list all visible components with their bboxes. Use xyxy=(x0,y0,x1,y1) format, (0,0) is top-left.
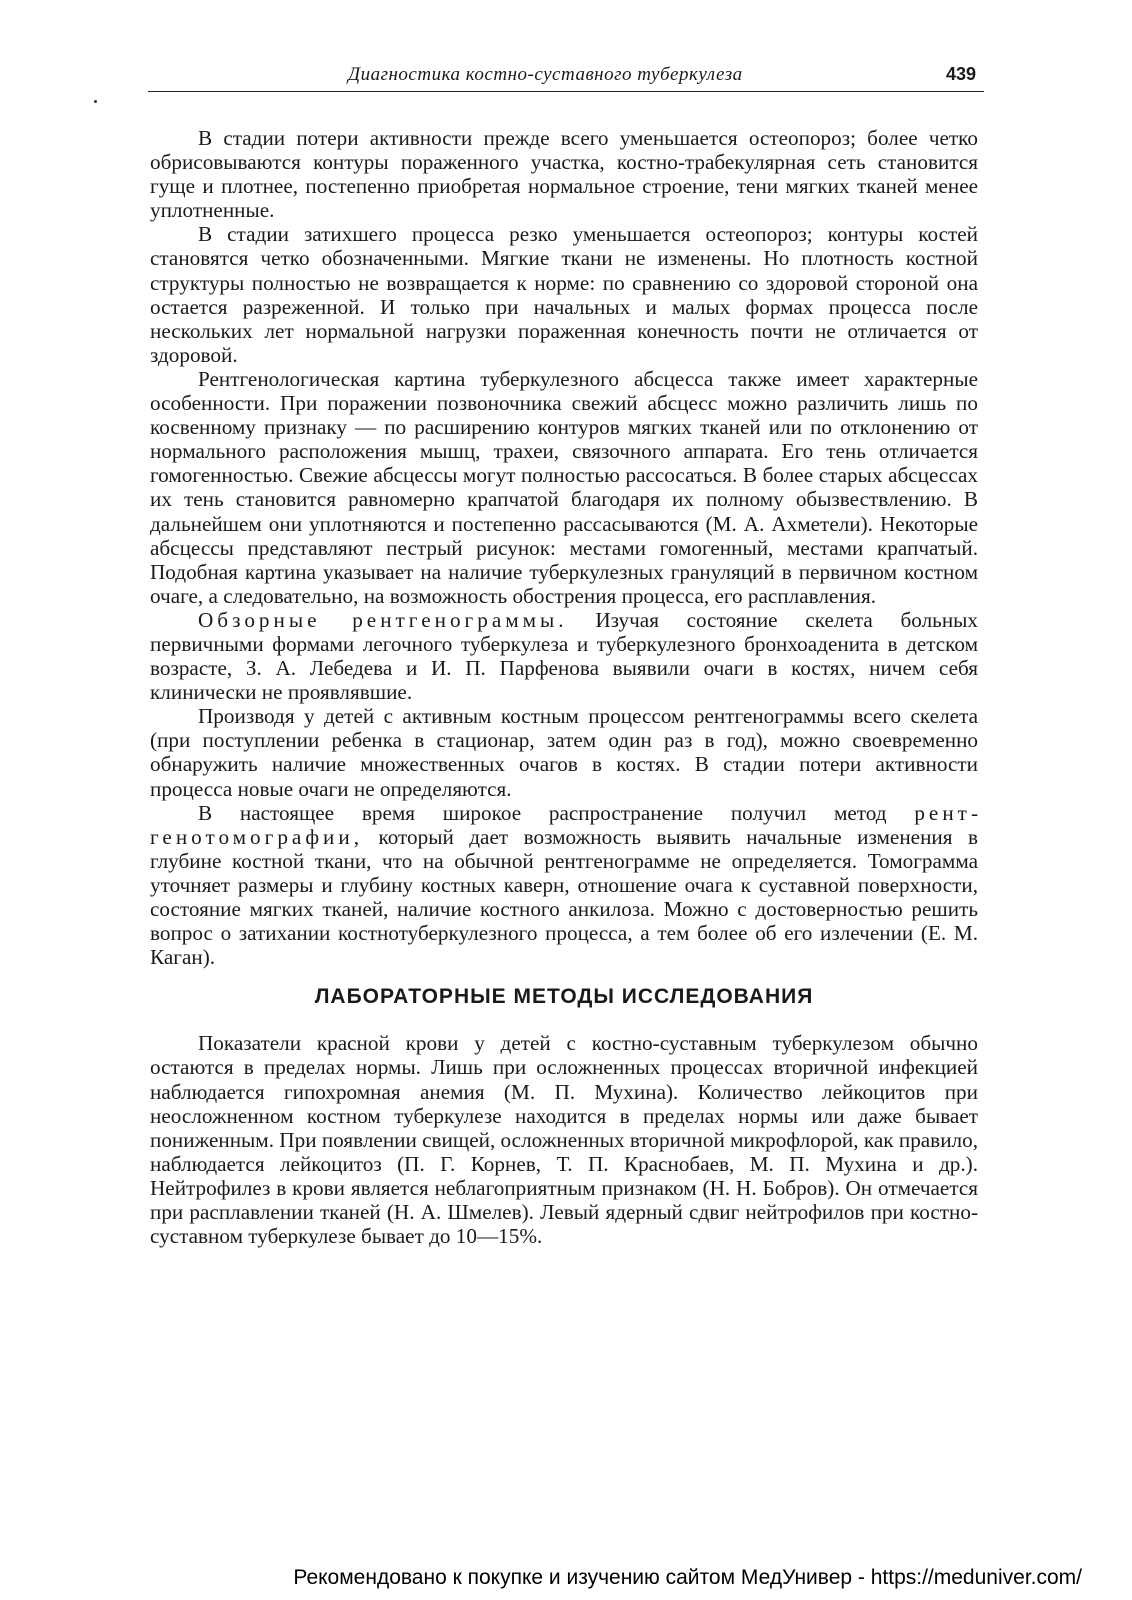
paragraph-subsided-process: В стадии затихшего процесса резко уменьшается остеопороз; контуры костей становятся четко обозначенными. Мягкие ткани не изменены. Но плотность костной структуры полностью не возвращается к норме: по сравнению со здоровой стороной она остается разреженной. И только при начальных и малых формах процесса после нескольких лет нормальной нагрузки пораженная конечность почти не отличается от здоровой. xyxy=(150,222,978,367)
page-body xyxy=(150,126,978,1248)
paragraph-abscess: Рентгенологическая картина туберкулезного абсцесса также имеет характерные особенности. При поражении позвоночника свежий абсцесс можно различить лишь по косвенному признаку — по расширению контуров мягких тканей или по отклонению от нормального расположения мышц, трахеи, связочного аппарата. Его тень отличается гомогенностью. Свежие абсцессы могут полностью рассосаться. В более старых абсцессах их тень становится равномерно крапчатой благодаря их полному обызвествлению. В дальнейшем они уплотняются и постепенно рассасываются (М. А. Ахметели). Некоторые абсцессы представляют пестрый рисунок: местами гомогенный, местами крапчатый. Подобная картина указывает на наличие туберкулезных грануляций в первичном костном очаге, а следовательно, на возможность обострения процесса, его расплавления. xyxy=(150,366,978,608)
term-tomography: рентгенотомографии, xyxy=(150,800,978,849)
paragraph-tomography-start: В настоящее время широкое распространение получил метод xyxy=(198,800,915,825)
paragraph-survey-radiographs-text: Изучая состояние скелета больных первичными формами легочного туберкулеза и туберкулезного бронхоаденита в детском возрасте, З. А. Лебедева и И. П. Парфенова выявили очаги в костях, ничем себя клинически не проявлявшие. xyxy=(150,607,978,705)
page-number: 439 xyxy=(945,64,976,84)
paragraph-blood-indices: Показатели красной крови у детей с костно-суставным туберкулезом обычно остаются в пределах нормы. Лишь при осложненных процессах вторичной инфекцией наблюдается гипохромная анемия (М. П. Мухина). Количество лейкоцитов при неосложненном костном туберкулезе находится в пределах нормы или даже бывает пониженным. При появлении свищей, осложненных вторичной микрофлорой, как правило, наблюдается лейкоцитоз (П. Г. Корнев, Т. П. Краснобаев, М. П. Мухина и др.). Нейтрофилез в крови является неблагоприятным признаком (Н. Н. Бобров). Он отмечается при расплавлении тканей (Н. А. Шмелев). Левый ядерный сдвиг нейтрофилов при костно-суставном туберкулезе бывает до 10—15%. xyxy=(150,1031,978,1249)
section-heading-lab-methods: ЛАБОРАТОРНЫЕ МЕТОДЫ ИССЛЕДОВАНИЯ xyxy=(314,985,814,1009)
paragraph-survey-radiographs xyxy=(150,608,978,704)
paragraph-tomography-text: который дает возможность выявить начальные изменения в глубине костной ткани, что на обычной рентгенограмме не определяется. Томограмма уточняет размеры и глубину костных каверн, отношение очага к суставной поверхности, состояние мягких тканей, наличие костного анкилоза. Можно с достоверностью решить вопрос о затихании костнотуберкулезного процесса, а тем более об его излечении (Е. М. Каган). xyxy=(150,824,978,970)
term-survey-radiographs: Обзорные рентгенограммы. xyxy=(198,607,568,632)
paragraph-tomography xyxy=(150,801,978,970)
running-title: Диагностика костно-суставного туберкулеза xyxy=(348,64,743,85)
scan-speck xyxy=(94,100,97,103)
footer-recommendation: Рекомендовано к покупке и изучению сайтом МедУнивер - https://meduniver.com/ xyxy=(293,1566,1082,1589)
running-header xyxy=(148,62,984,92)
header-rule xyxy=(148,91,984,92)
paragraph-skeleton-radiographs: Производя у детей с активным костным процессом рентгенограммы всего скелета (при поступлении ребенка в стационар, затем один раз в год), можно своевременно обнаружить наличие множественных очагов в костях. В стадии потери активности процесса новые очаги не определяются. xyxy=(150,704,978,801)
paragraph-activity-loss: В стадии потери активности прежде всего уменьшается остеопороз; более четко обрисовываются контуры пораженного участка, костно-трабекулярная сеть становится гуще и плотнее, постепенно приобретая нормальное строение, тени мягких тканей менее уплотненные. xyxy=(150,126,978,223)
